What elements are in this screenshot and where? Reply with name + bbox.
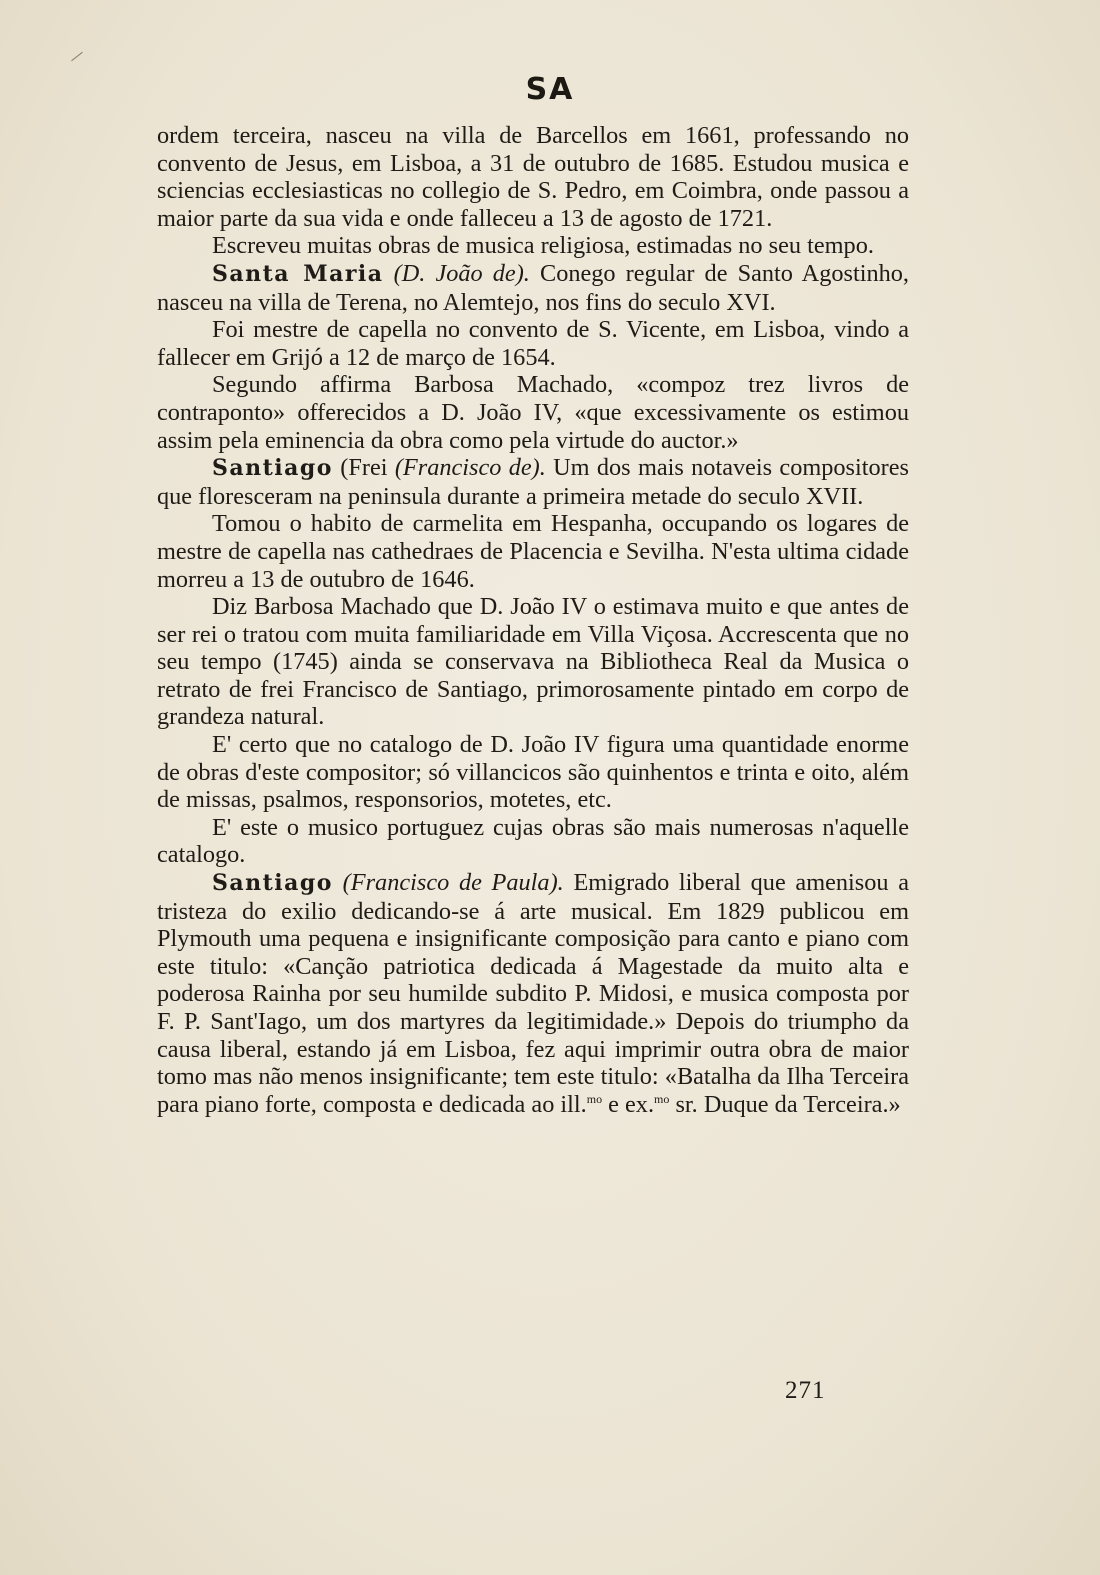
entry-santiago-frei: Santiago (Frei (Francisco de). Um dos mais notaveis compositores que floresceram na peninsula durante a primeira metade do seculo XVII. xyxy=(157,454,909,510)
entry-name-qualifier: (Francisco de Paula). xyxy=(342,869,564,897)
entry-headword: Santiago xyxy=(212,870,333,897)
paragraph: E' certo que no catalogo de D. João IV figura uma quantidade enorme de obras d'este compositor; só villancicos são quinhentos e trinta e oito, além de missas, psalmos, responsorios, motetes, etc. xyxy=(157,731,909,814)
entry-name-qualifier: (D. João de). xyxy=(393,259,530,287)
entry-headword: Santiago xyxy=(212,455,333,482)
paragraph: Diz Barbosa Machado que D. João IV o estimava muito e que antes de ser rei o tratou com muita familiaridade em Villa Viçosa. Accrescenta que no seu tempo (1745) ainda se conservava na Bibliotheca Real da Musica o retrato de frei Francisco de Santiago, primorosamente pintado em corpo de grandeza natural. xyxy=(157,593,909,731)
running-header: SA xyxy=(525,72,575,107)
entry-santa-maria: Santa Maria (D. João de). Conego regular de Santo Agostinho, nasceu na villa de Terena, no Alemtejo, nos fins do seculo XVI. xyxy=(157,259,910,316)
paragraph: Segundo affirma Barbosa Machado, «compoz trez livros de contraponto» offerecidos a D. João IV, «que excessivamente os estimou assim pela eminencia da obra como pela virtude do auctor.» xyxy=(157,371,909,454)
paragraph: Foi mestre de capella no convento de S. Vicente, em Lisboa, vindo a fallecer em Grijó a 12 de março de 1654. xyxy=(157,316,909,371)
paragraph: E' este o musico portuguez cujas obras são mais numerosas n'aquelle catalogo. xyxy=(157,813,909,869)
body-text xyxy=(157,122,909,1118)
entry-headword: Santa Maria xyxy=(212,260,384,287)
paragraph: Escreveu muitas obras de musica religiosa, estimadas no seu tempo. xyxy=(212,232,874,260)
entry-name-qualifier: (Francisco de). xyxy=(394,454,546,482)
page-number: 271 xyxy=(785,1377,826,1404)
entry-santiago-paula: Santiago (Francisco de Paula). Emigrado liberal que amenisou a tristeza do exilio dedicando-se á arte musical. Em 1829 publicou em Plymouth uma pequena e insignificante composição para canto e piano com este titulo: «Canção patriotica dedicada á Magestade da muito alta e poderosa Rainha por seu humilde subdito P. Midosi, e musica composta por F. P. Sant'Iago, um dos martyres da legitimidade.» Depois do triumpho da causa liberal, estando já em Lisboa, fez aqui imprimir outra obra de maior tomo mas não menos insignificante; tem este titulo: «Batalha da Ilha Terceira para piano forte, composta e dedicada ao ill.$^{mo}$ e ex.$^{mo}$ sr. Duque da Terceira.» xyxy=(157,869,909,1118)
margin-mark xyxy=(71,52,83,61)
paragraph-continuation: ordem terceira, nasceu na villa de Barcellos em 1661, professando no convento de Jesus, em Lisboa, a 31 de outubro de 1685. Estudou musica e sciencias ecclesiasticas no collegio de S. Pedro, em Coimbra, onde passou a maior parte da sua vida e onde falleceu a 13 de agosto de 1721. xyxy=(157,122,909,232)
paragraph: Tomou o habito de carmelita em Hespanha, occupando os logares de mestre de capella nas cathedraes de Placencia e Sevilha. N'esta ultima cidade morreu a 13 de outubro de 1646. xyxy=(157,510,909,593)
